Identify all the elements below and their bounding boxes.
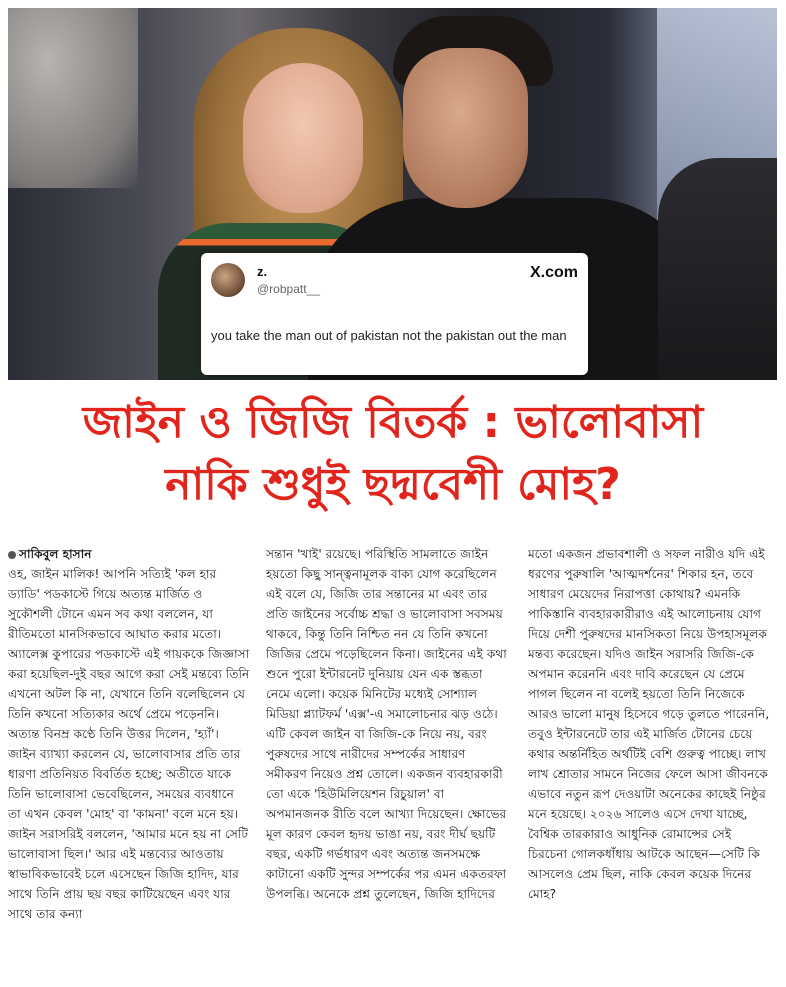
tweet-text: you take the man out of pakistan not the pakistan out the man — [211, 328, 567, 343]
article-paragraph-1: ওহ, জাইন মালিক! আপনি সত্যিই 'কল হার ড্যাডি' পডকাস্টে গিয়ে অত্যন্ত মার্জিত ও সুকৌশলী টোনে এমন সব কথা বললেন, যা রীতিমতো মানসিকভাবে আঘাত করার মতো। অ্যালেক্স কুপারের পডকাস্টে এই গায়ককে জিজ্ঞাসা করা হয়েছিল-দুই বছর আগে করা সেই মন্তব্যে তিনি এখনো অটল কি না, যেখানে তিনি বলেছিলেন যে তিনি কখনো সত্যিকার অর্থে প্রেমে পড়েননি। অত্যন্ত বিনম্র কণ্ঠে তিনি উত্তর দিলেন, 'হ্যাঁ'। জাইন ব্যাখ্যা করলেন যে, ভালোবাসার প্রতি তার ধারণা প্রতিনিয়ত বিবর্তিত হচ্ছে; অতীতে যাকে তিনি ভালোবাসা ভেবেছিলেন, সময়ের ব্যবধানে তা এখন কেবল 'মোহ' বা 'কামনা' বলে মনে হয়। জাইন সরাসরিই বললেন, 'আমার মনে হয় না সেটি ভালোবাসা ছিল।' আর এই মন্তব্যের আওতায় স্বাভাবিকভাবেই চলে এসেছেন জিজি হাদিদ, যার সাথে তিনি প্রায় ছয় বছর কাটিয়েছেন এবং যার সাথে তার কন্যা — [8, 567, 250, 921]
bullet-icon — [8, 551, 16, 559]
article-column-2 — [266, 544, 508, 974]
tweet-author-handle: @robpatt__ — [257, 282, 320, 296]
headline-line-1: জাইন ও জিজি বিতর্ক : ভালোবাসা — [82, 397, 704, 448]
author-name: সাকিবুল হাসান — [19, 547, 92, 561]
article-paragraph-2: সন্তান 'খাই' রয়েছে। পরিস্থিতি সামলাতে জাইন হয়তো কিছু সান্ত্বনামূলক বাক্য যোগ করেছিলেন এই বলে যে, জিজি তার সন্তানের মা এবং তার প্রতি জাইনের সর্বোচ্চ শ্রদ্ধা ও ভালোবাসা সবসময় থাকবে, কিন্তু তিনি নিশ্চিত নন যে তিনি কখনো জিজির প্রেমে পড়েছিলেন কিনা। জাইনের এই কথা শুনে পুরো ইন্টারনেট দুনিয়ায় যেন এক স্তব্ধতা নেমে এলো। কয়েক মিনিটের মধ্যেই সোশ্যাল মিডিয়া প্ল্যাটফর্ম 'এক্স'-এ সমালোচনার ঝড় ওঠে। এটি কেবল জাইন বা জিজি-কে নিয়ে নয়, বরং পুরুষদের সাথে নারীদের সম্পর্কের সাধারণ সমীকরণ নিয়েও প্রশ্ন তোলে। একজন ব্যবহারকারী তো একে 'হিউমিলিয়েশন রিচুয়াল' বা অপমানজনক রীতি বলে আখ্যা দিয়েছেন। ক্ষোভের মূল কারণ কেবল হৃদয় ভাঙা নয়, বরং দীর্ঘ ছয়টি বছর, একটি গর্ভধারণ এবং অত্যন্ত জনসমক্ষে কাটানো একটি সুন্দর সম্পর্কের পর এমন একতরফা উপলব্ধি। অনেকে প্রশ্ন তুলেছেন, জিজি হাদিদের — [266, 547, 507, 901]
byline — [8, 544, 250, 564]
tweet-avatar — [211, 263, 245, 297]
tweet-card — [201, 253, 588, 375]
article-column-1 — [8, 544, 250, 974]
news-photo — [8, 8, 777, 380]
article-paragraph-3: মতো একজন প্রভাবশালী ও সফল নারীও যদি এই ধরণের পুরুষালি 'আত্মদর্শনের' শিকার হন, তবে সাধারণ মেয়েদের নিরাপত্তা কোথায়? এমনকি পাকিস্তানি ব্যবহারকারীরাও এই আলোচনায় যোগ দিয়ে দেশী পুরুষদের মানসিকতা নিয়ে উপহাসমূলক মন্তব্য করেছেন। যদিও জাইন সরাসরি জিজি-কে অপমান করেননি এবং দাবি করেছেন যে প্রেমে পাগল ছিলেন না বলেই হয়তো তিনি নিজেকে আরও ভালো মানুষ হিসেবে গড়ে তুলতে পারেননি, তবুও ইন্টারনেটে তার এই মার্জিত টোনের চেয়ে কথার অন্তর্নিহিত অর্থটিই বেশি গুরুত্ব পাচ্ছে। লাখ লাখ শ্রোতার সামনে নিজের ফেলে আসা জীবনকে এভাবে নতুন রূপ দেওয়াটা অনেকের কাছেই নিষ্ঠুর মনে হয়েছে। ২০২৬ সালেও এসে দেখা যাচ্ছে, বৈশ্বিক তারকারাও আধুনিক রোমান্সের সেই চিরচেনা গোলকধাঁধায় আটকে আছেন—সেটি কি আসলেও প্রেম ছিল, নাকি কেবল কয়েক দিনের মোহ? — [528, 547, 770, 901]
x-logo-text: X.com — [529, 264, 578, 281]
headline-line-2: নাকি শুধুই ছদ্মবেশী মোহ? — [165, 459, 621, 510]
article-body — [8, 544, 780, 984]
headline — [0, 392, 786, 522]
tweet-author-name: z. — [257, 264, 268, 279]
article-column-3 — [528, 544, 770, 974]
